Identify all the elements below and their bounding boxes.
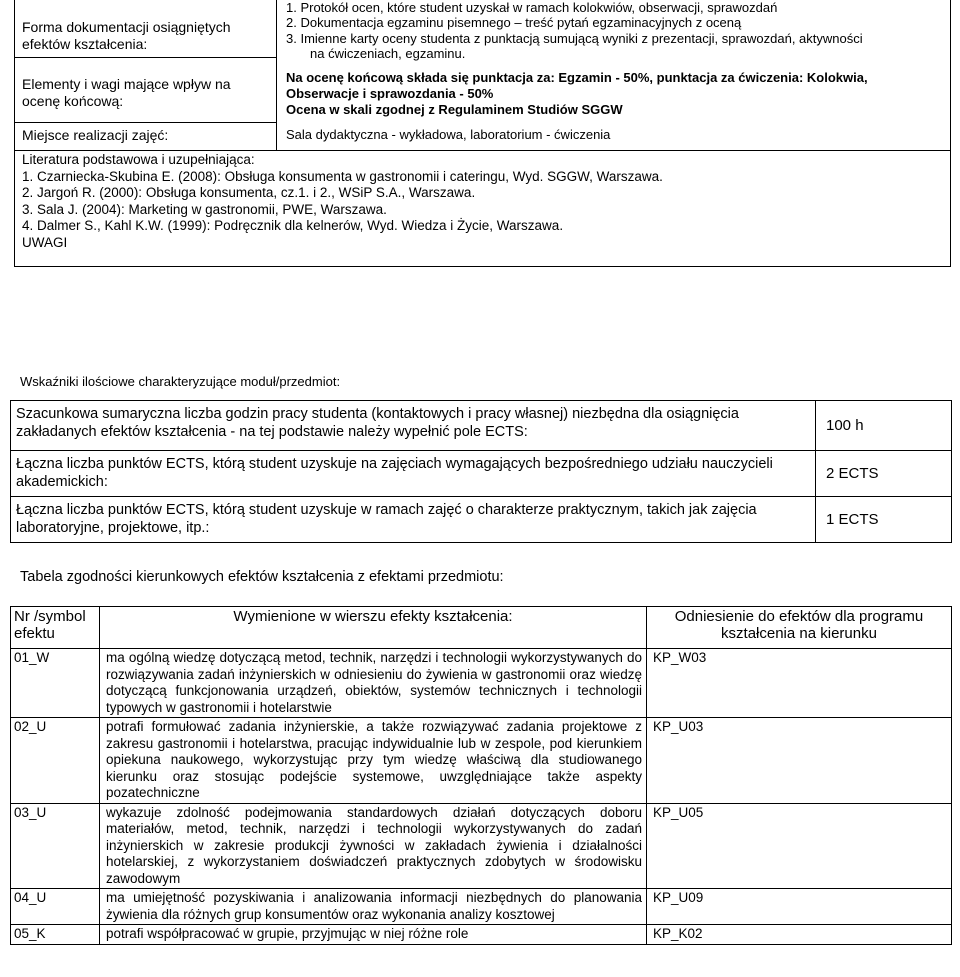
literature-section (22, 152, 922, 251)
effect-desc: ma ogólną wiedzę dotyczącą metod, technik, narzędzi i technologii wykorzystywanych do rozwiązywania zadań inżynierskich w odniesieniu do żywienia w gastronomii oraz wiedzę dotyczącą funkcjonowania urządzeń, obiektów, systemów technicznych i technologii typowych w gastronomii i hotelarstwie (100, 649, 647, 718)
ects-value: 2 ECTS (816, 451, 952, 497)
row-divider (14, 150, 951, 151)
weights-label: Elementy i wagi mające wpływ na ocenę końcową: (22, 76, 231, 109)
header-id: Nr /symbol efektu (11, 607, 100, 649)
mapping-table (10, 606, 952, 945)
weights-text (286, 70, 950, 118)
effect-id: 01_W (11, 649, 100, 718)
ects-value: 100 h (816, 401, 952, 451)
header-ref: Odniesienie do efektów dla programu kształcenia na kierunku (647, 607, 952, 649)
table-row (11, 649, 952, 718)
effect-id: 02_U (11, 718, 100, 804)
forms-item: na ćwiczeniach, egzaminu. (310, 45, 466, 61)
ects-title: Wskaźniki ilościowe charakteryzujące moduł/przedmiot: (20, 374, 341, 389)
table-row (11, 401, 952, 451)
effect-ref: KP_U03 (647, 718, 952, 804)
mapping-title: Tabela zgodności kierunkowych efektów kształcenia z efektami przedmiotu: (20, 569, 504, 585)
effect-ref: KP_W03 (647, 649, 952, 718)
effect-id: 03_U (11, 803, 100, 889)
effect-ref: KP_U09 (647, 889, 952, 925)
weights-line: Obserwacje i sprawozdania - 50% (286, 86, 494, 101)
forms-item: 1. Protokół ocen, które student uzyskał w ramach kolokwiów, obserwacji, sprawozdań (286, 0, 778, 15)
literature-item: 2. Jargoń R. (2000): Obsługa konsumenta, cz.1. i 2., WSiP S.A., Warszawa. (22, 185, 476, 200)
effect-desc: potrafi formułować zadania inżynierskie, a także rozwiązywać zadania projektowe z zakresu gastronomii i hotelarstwa, pracując indywidualnie lub w zespole, pod kierunkiem opiekuna naukowego, wykorzystując przy tym wiedzę właściwą dla studiowanego kierunku oraz stosując podejście systemowe, uwzględniające także aspekty pozatechniczne (100, 718, 647, 804)
effect-desc: potrafi współpracować w grupie, przyjmując w niej różne role (100, 925, 647, 945)
forms-item: 3. Imienne karty oceny studenta z punktacją sumującą wyniki z prezentacji, sprawozdań, aktywności (286, 30, 863, 46)
ects-value: 1 ECTS (816, 497, 952, 543)
weights-line: Na ocenę końcową składa się punktacja za: Egzamin - 50%, punktacja za ćwiczenia: Kolokwia, (286, 70, 868, 85)
column-divider (276, 0, 277, 150)
effect-desc: ma umiejętność pozyskiwania i analizowania informacji niezbędnych do planowania żywienia dla różnych grup konsumentów oraz wykonania analizy kosztowej (100, 889, 647, 925)
table-row (11, 803, 952, 889)
ects-table (10, 400, 952, 543)
header-desc: Wymienione w wierszu efekty kształcenia: (100, 607, 647, 649)
place-label: Miejsce realizacji zajęć: (22, 127, 169, 143)
ects-label: Szacunkowa sumaryczna liczba godzin pracy studenta (kontaktowych i pracy własnej) niezbędna dla osiągnięcia zakładanych efektów kształcenia - na tej podstawie należy wypełnić pole ECTS: (11, 401, 816, 451)
row-divider (14, 122, 277, 123)
effect-id: 04_U (11, 889, 100, 925)
remarks-label: UWAGI (22, 234, 68, 250)
weights-line: Ocena w skali zgodnej z Regulaminem Studiów SGGW (286, 102, 623, 117)
table-row (11, 718, 952, 804)
effect-ref: KP_K02 (647, 925, 952, 945)
table-row (11, 451, 952, 497)
table-header-row (11, 607, 952, 649)
effect-id: 05_K (11, 925, 100, 945)
row-divider (14, 57, 277, 58)
literature-item: 3. Sala J. (2004): Marketing w gastronomii, PWE, Warszawa. (22, 201, 387, 217)
literature-item: 1. Czarniecka-Skubina E. (2008): Obsługa konsumenta w gastronomii i cateringu, Wyd. SGGW, Warszawa. (22, 168, 663, 184)
literature-item: 4. Dalmer S., Kahl K.W. (1999): Podręcznik dla kelnerów, Wyd. Wiedza i Życie, Warszawa. (22, 218, 564, 233)
forms-item: 2. Dokumentacja egzaminu pisemnego – treść pytań egzaminacyjnych z oceną (286, 15, 742, 31)
place-value: Sala dydaktyczna - wykładowa, laboratorium - ćwiczenia (286, 127, 611, 142)
ects-label: Łączna liczba punktów ECTS, którą student uzyskuje w ramach zajęć o charakterze praktycznym, takich jak zajęcia laboratoryjne, projektowe, itp.: (11, 497, 816, 543)
table-row (11, 925, 952, 945)
literature-heading: Literatura podstawowa i uzupełniająca: (22, 152, 255, 167)
forms-label: Forma dokumentacji osiągniętych efektów kształcenia: (22, 19, 231, 52)
table-row (11, 889, 952, 925)
table-row (11, 497, 952, 543)
ects-label: Łączna liczba punktów ECTS, którą student uzyskuje na zajęciach wymagających bezpośredniego udziału nauczycieli akademickich: (11, 451, 816, 497)
effect-ref: KP_U05 (647, 803, 952, 889)
effect-desc: wykazuje zdolność podejmowania standardowych działań dotyczących doboru materiałów, metod, technik, narzędzi i technologii wykorzystywanych do zadań inżynierskich w zakresie produkcji żywności w zakładach żywienia i działalności hotelarskiej, z wykorzystaniem doświadczeń praktycznych zdobytych w środowisku zawodowym (100, 803, 647, 889)
forms-list (286, 0, 950, 61)
